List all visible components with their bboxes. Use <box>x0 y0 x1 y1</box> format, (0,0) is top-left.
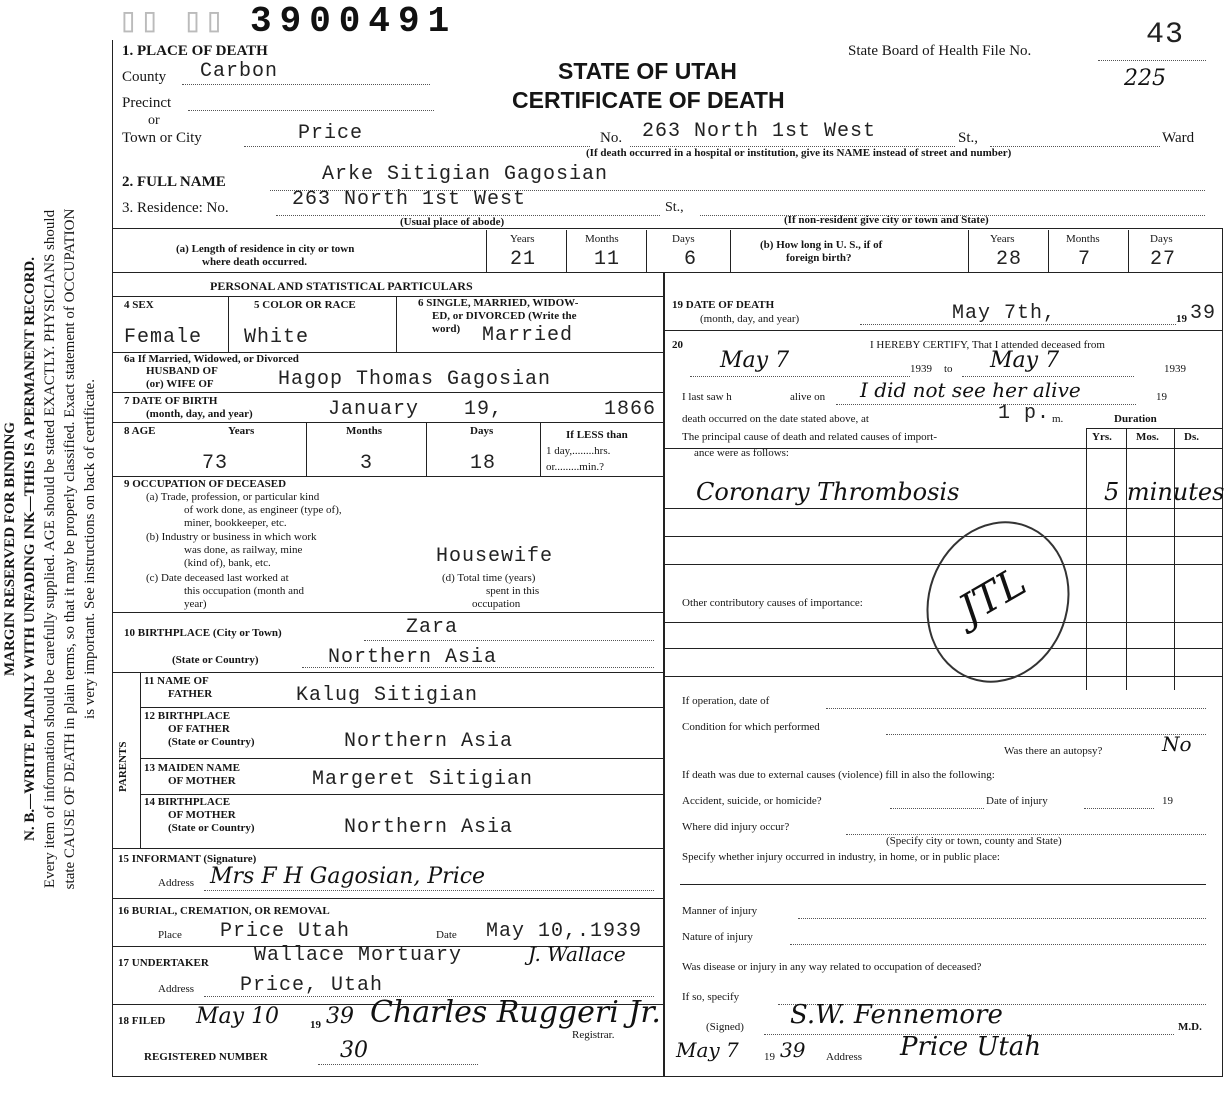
residence-st-label: St., <box>665 200 684 215</box>
occ-a-3: miner, bookkeeper, etc. <box>184 517 287 529</box>
ward-label: Ward <box>1162 130 1195 146</box>
cause-of-death: Coronary Thrombosis <box>696 478 960 506</box>
full-name-label: 2. FULL NAME <box>122 174 226 190</box>
mother-bp-label-1: 14 BIRTHPLACE <box>144 796 231 808</box>
filed-label: 18 FILED <box>118 1015 166 1027</box>
mother-name: Margeret Sitigian <box>312 768 534 791</box>
burial-date-label: Date <box>436 929 457 941</box>
father-birthplace: Northern Asia <box>344 730 514 753</box>
signature-year-prefix: 19 <box>764 1051 775 1063</box>
nonresident-note: (If non-resident give city or town and State) <box>784 214 989 226</box>
last-saw-alive: I did not see her alive <box>860 378 1081 402</box>
town-label: Town or City <box>122 130 202 146</box>
less-min-label: or.........min.? <box>546 461 605 473</box>
physician-signature: S.W. Fennemore <box>790 1000 1003 1030</box>
ds-label: Ds. <box>1184 431 1199 443</box>
physician-address: Price Utah <box>900 1032 1042 1062</box>
father-name-label-2: FATHER <box>168 688 213 700</box>
file-no-value: 43 <box>1146 18 1185 52</box>
res-years: 21 <box>510 248 537 271</box>
us-years-label: Years <box>990 233 1015 245</box>
dob-day: 19, <box>464 398 504 421</box>
binding-margin-notes <box>0 0 100 1098</box>
color-value: White <box>244 326 310 349</box>
res-days: 6 <box>684 248 698 271</box>
nature-label: Nature of injury <box>682 931 753 943</box>
date-of-death-label-2: (month, day, and year) <box>700 313 800 325</box>
occ-c-2: this occupation (month and <box>184 585 305 597</box>
occ-c-3: year) <box>184 598 207 610</box>
attended-to-year: 1939 <box>1164 363 1186 375</box>
specify-city-label: (Specify city or town, county and State) <box>886 835 1062 847</box>
us-days: 27 <box>1150 248 1177 271</box>
less-than-label: If LESS than <box>566 429 628 441</box>
certify-number: 20 <box>672 339 683 351</box>
margin-line-instructions-3: is very important. See instructions on back of certificate. <box>82 379 98 719</box>
marital-value: Married <box>482 324 574 347</box>
birthplace-label: 10 BIRTHPLACE (City or Town) <box>124 627 282 639</box>
operation-label: If operation, date of <box>682 695 770 707</box>
signature-year: 39 <box>780 1038 806 1062</box>
age-months-label: Months <box>346 425 383 437</box>
mos-label: Mos. <box>1136 431 1159 443</box>
reg-number: 30 <box>340 1038 368 1063</box>
death-year: 39 <box>1190 302 1217 325</box>
father-name-label-1: 11 NAME OF <box>144 675 209 687</box>
cause-label-2: ance were as follows: <box>694 447 789 459</box>
burial-label: 16 BURIAL, CREMATION, OR REMOVAL <box>118 905 330 917</box>
res-days-label: Days <box>672 233 695 245</box>
undertaker-label: 17 UNDERTAKER <box>118 957 209 969</box>
stamp-initials: JTL <box>951 558 1035 634</box>
dob-label-1: 7 DATE OF BIRTH <box>124 395 218 407</box>
filed-date: May 10 <box>196 1004 280 1029</box>
dob-year: 1866 <box>604 398 657 421</box>
marital-label-1: 6 SINGLE, MARRIED, WIDOW- <box>418 297 579 309</box>
filed-year-prefix: 19 <box>310 1019 321 1031</box>
injury-industry-label: Specify whether injury occurred in industry, in home, or in public place: <box>682 851 1000 863</box>
spouse-label-3: (or) WIFE OF <box>146 378 214 390</box>
mother-birthplace: Northern Asia <box>344 816 514 839</box>
occ-d-2: spent in this <box>486 585 540 597</box>
street-no-label: No. <box>600 130 623 146</box>
marital-label-3: word) <box>432 323 461 335</box>
age-years-label: Years <box>228 425 255 437</box>
res-years-label: Years <box>510 233 535 245</box>
occ-b-1: (b) Industry or business in which work <box>146 531 317 543</box>
occupation-value: Housewife <box>436 545 554 568</box>
or-label: or <box>148 113 160 128</box>
spouse-label-1: 6a If Married, Widowed, or Divorced <box>124 353 299 365</box>
serial-stamp: 3900491 <box>250 1 458 42</box>
residence-label: 3. Residence: No. <box>122 200 229 216</box>
date-of-death: May 7th, <box>952 302 1057 325</box>
age-label: 8 AGE <box>124 425 156 437</box>
res-months-label: Months <box>585 233 619 245</box>
mother-bp-label-3: (State or Country) <box>168 822 255 834</box>
father-bp-label-3: (State or Country) <box>168 736 255 748</box>
time-m-label: m. <box>1052 413 1064 425</box>
date-injury-label: Date of injury <box>986 795 1048 807</box>
physician-address-label: Address <box>826 1051 863 1063</box>
burial-place-label: Place <box>158 929 182 941</box>
dob-month: January <box>328 398 420 421</box>
father-name: Kalug Sitigian <box>296 684 479 707</box>
date-of-death-label-1: 19 DATE OF DEATH <box>672 299 775 311</box>
res-months: 11 <box>594 248 621 271</box>
contributory-label: Other contributory causes of importance: <box>682 597 863 609</box>
place-of-death-heading: 1. PLACE OF DEATH <box>122 43 268 59</box>
undertaker-address: Price, Utah <box>240 974 384 997</box>
length-residence-label-1: (a) Length of residence in city or town <box>176 243 355 255</box>
frame-right <box>1222 228 1223 1076</box>
occurred-label: death occurred on the date stated above, at <box>682 413 869 425</box>
occ-d-1: (d) Total time (years) <box>442 572 536 584</box>
external-causes-label: If death was due to external causes (violence) fill in also the following: <box>682 769 995 781</box>
county-value: Carbon <box>200 60 279 83</box>
certificate-title: CERTIFICATE OF DEATH <box>512 87 785 113</box>
father-bp-label-2: OF FATHER <box>168 723 230 735</box>
signature-date: May 7 <box>676 1038 739 1062</box>
burial-place: Price Utah <box>220 920 351 943</box>
file-no-label: State Board of Health File No. <box>848 43 1032 59</box>
age-years: 73 <box>202 452 229 475</box>
color-label: 5 COLOR OR RACE <box>254 299 356 311</box>
us-years: 28 <box>996 248 1023 271</box>
burial-date: May 10,.1939 <box>486 920 643 943</box>
personal-heading: PERSONAL AND STATISTICAL PARTICULARS <box>210 279 473 293</box>
alive-on-label: alive on <box>790 391 826 403</box>
full-name-value: Arke Sitigian Gagosian <box>322 163 609 186</box>
sex-label: 4 SEX <box>124 299 154 311</box>
informant-address-label: Address <box>158 877 195 889</box>
birthplace-country: Northern Asia <box>328 646 498 669</box>
rule-center-divider <box>663 272 665 1076</box>
spouse-value: Hagop Thomas Gagosian <box>278 368 552 391</box>
marital-label-2: ED, or DIVORCED (Write the <box>432 310 577 322</box>
accident-label: Accident, suicide, or homicide? <box>682 795 822 807</box>
state-title: STATE OF UTAH <box>558 58 737 84</box>
autopsy-label: Was there an autopsy? <box>1004 745 1103 757</box>
date-injury-year: 19 <box>1162 795 1173 807</box>
margin-line-binding: MARGIN RESERVED FOR BINDING <box>2 421 18 677</box>
certify-text: I HEREBY CERTIFY, That I attended deceased from <box>870 339 1105 351</box>
length-residence-label-2: where death occurred. <box>202 256 307 268</box>
county-label: County <box>122 69 167 85</box>
undertaker-value: Wallace Mortuary <box>254 944 463 967</box>
occ-b-2: was done, as railway, mine <box>184 544 303 556</box>
spouse-label-2: HUSBAND OF <box>146 365 218 377</box>
informant-label: 15 INFORMANT (Signature) <box>118 853 257 865</box>
occ-c-1: (c) Date deceased last worked at <box>146 572 289 584</box>
mother-bp-label-2: OF MOTHER <box>168 809 236 821</box>
mother-name-label-2: OF MOTHER <box>168 775 236 787</box>
md-label: M.D. <box>1178 1021 1202 1033</box>
yrs-label: Yrs. <box>1092 431 1112 443</box>
residence-value: 263 North 1st West <box>292 188 527 211</box>
if-so-specify-label: If so, specify <box>682 991 740 1003</box>
last-saw-label: I last saw h <box>682 391 732 403</box>
time-of-death: 1 p. <box>998 402 1051 425</box>
occupation-label: 9 OCCUPATION OF DECEASED <box>124 478 287 490</box>
reg-number-label: REGISTERED NUMBER <box>144 1051 268 1063</box>
birthplace-state-label: (State or Country) <box>172 654 259 666</box>
registrar-label: Registrar. <box>572 1029 615 1041</box>
us-length-label-1: (b) How long in U. S., if of <box>760 239 883 251</box>
registrar-signature: Charles Ruggeri Jr. <box>370 995 661 1030</box>
birthplace-city: Zara <box>406 616 459 639</box>
death-year-prefix: 19 <box>1176 313 1187 325</box>
filed-year: 39 <box>326 1004 354 1029</box>
occupation-related-label: Was disease or injury in any way related to occupation of deceased? <box>682 961 982 973</box>
town-value: Price <box>298 122 364 145</box>
us-length-label-2: foreign birth? <box>786 252 852 264</box>
condition-label: Condition for which performed <box>682 721 820 733</box>
age-days-label: Days <box>470 425 494 437</box>
age-months: 3 <box>360 452 374 475</box>
rule-residence <box>112 228 1223 229</box>
occ-a-2: of work done, as engineer (type of), <box>184 504 342 516</box>
occ-a-1: (a) Trade, profession, or particular kind <box>146 491 320 503</box>
sex-value: Female <box>124 326 203 349</box>
us-days-label: Days <box>1150 233 1173 245</box>
serial-faded: ▯▯ ▯▯ <box>118 4 226 42</box>
age-days: 18 <box>470 452 497 475</box>
alive-year: 19 <box>1156 391 1167 403</box>
occ-b-3: (kind of), bank, etc. <box>184 557 271 569</box>
signed-label: (Signed) <box>706 1021 744 1033</box>
margin-line-instructions-2: state CAUSE OF DEATH in plain terms, so that it may be properly classified. Exact statement of OCCUPATION <box>62 208 78 890</box>
injury-where-label: Where did injury occur? <box>682 821 790 833</box>
undertaker-signature: J. Wallace <box>528 942 626 966</box>
attended-to: May 7 <box>990 348 1060 373</box>
cause-duration: 5 minutes <box>1104 478 1225 506</box>
autopsy-value: No <box>1162 732 1192 756</box>
father-bp-label-1: 12 BIRTHPLACE <box>144 710 231 722</box>
dob-label-2: (month, day, and year) <box>146 408 253 420</box>
attended-to-label: to <box>944 363 953 375</box>
us-months: 7 <box>1078 248 1092 271</box>
rule-personal-top <box>112 272 1223 273</box>
informant-address: Mrs F H Gagosian, Price <box>210 864 486 889</box>
file-no-extra: 225 <box>1124 66 1166 91</box>
abode-note: (Usual place of abode) <box>400 216 505 228</box>
hospital-note: (If death occurred in a hospital or institution, give its NAME instead of street and number) <box>586 147 1012 159</box>
attended-from: May 7 <box>720 348 790 373</box>
frame-left <box>112 40 113 1076</box>
manner-label: Manner of injury <box>682 905 758 917</box>
frame-bottom <box>112 1076 1223 1077</box>
margin-line-instructions-1: Every item of information should be carefully supplied. AGE should be stated EXACTLY. PHYSICIANS should <box>42 209 58 889</box>
us-months-label: Months <box>1066 233 1100 245</box>
attended-from-year: 1939 <box>910 363 932 375</box>
occ-d-3: occupation <box>472 598 521 610</box>
cause-label-1: The principal cause of death and related causes of import- <box>682 431 938 443</box>
st-label: St., <box>958 130 979 146</box>
death-address: 263 North 1st West <box>642 120 877 143</box>
undertaker-address-label: Address <box>158 983 195 995</box>
mother-name-label-1: 13 MAIDEN NAME <box>144 762 240 774</box>
precinct-label: Precinct <box>122 95 172 111</box>
duration-label: Duration <box>1114 413 1157 425</box>
less-day-label: 1 day,........hrs. <box>546 445 611 457</box>
parents-side-label: PARENTS <box>117 741 129 792</box>
margin-line-permanent: N. B.—WRITE PLAINLY WITH UNFADING INK—THIS IS A PERMANENT RECORD. <box>22 257 38 841</box>
